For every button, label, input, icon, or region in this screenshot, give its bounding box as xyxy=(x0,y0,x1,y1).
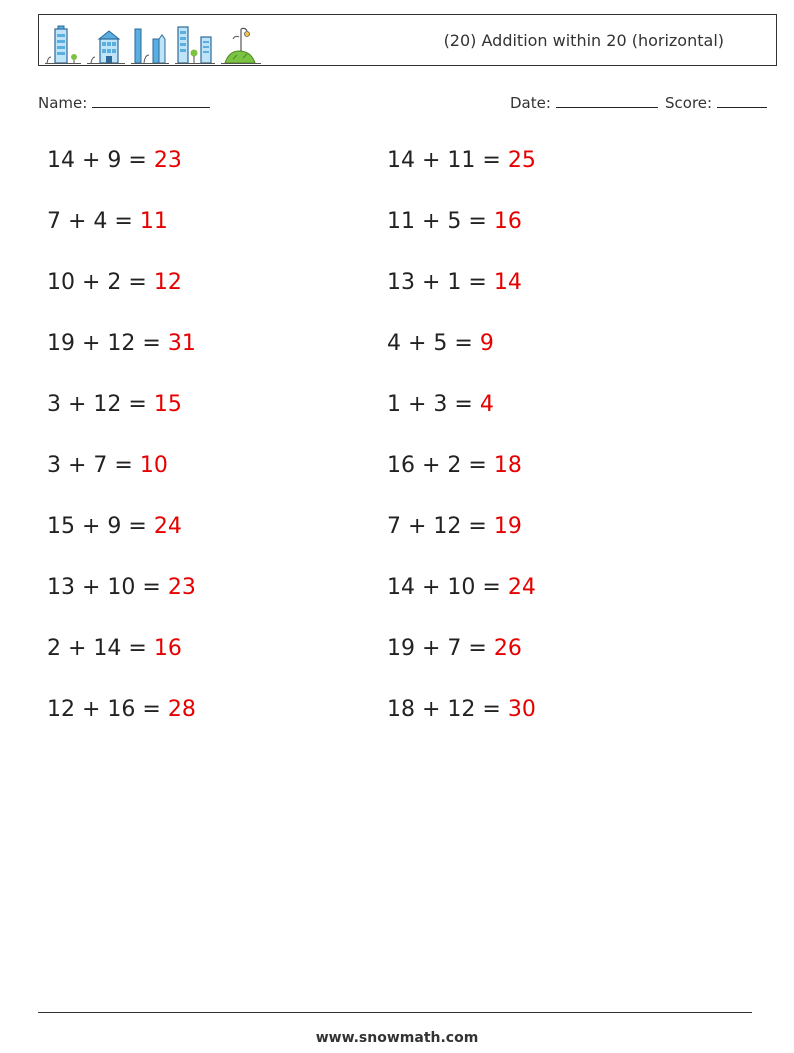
building-icon xyxy=(45,25,81,65)
park-lamp-icon xyxy=(221,25,261,65)
header-icons xyxy=(45,23,261,65)
answer: 23 xyxy=(153,148,182,173)
answer: 18 xyxy=(493,453,522,478)
answer: 9 xyxy=(479,331,494,356)
house-icon xyxy=(87,25,125,65)
problem-right-10: 18 + 12 = 30 xyxy=(387,697,536,722)
answer: 15 xyxy=(153,392,182,417)
problem-left-6: 3 + 7 = 10 xyxy=(47,453,168,478)
problem-right-1: 14 + 11 = 25 xyxy=(387,148,536,173)
name-label: Name: xyxy=(38,94,88,112)
name-blank[interactable] xyxy=(92,93,210,108)
skyscrapers-icon xyxy=(131,25,169,65)
date-field xyxy=(510,93,658,112)
answer: 26 xyxy=(493,636,522,661)
footer-url[interactable]: www.snowmath.com xyxy=(315,1030,479,1046)
worksheet-header xyxy=(38,14,777,66)
problem-left-5: 3 + 12 = 15 xyxy=(47,392,182,417)
problem-left-1: 14 + 9 = 23 xyxy=(47,148,182,173)
answer: 12 xyxy=(153,270,182,295)
problem-left-3: 10 + 2 = 12 xyxy=(47,270,182,295)
problem-left-10: 12 + 16 = 28 xyxy=(47,697,196,722)
answer: 30 xyxy=(507,697,536,722)
problem-left-7: 15 + 9 = 24 xyxy=(47,514,182,539)
problem-right-4: 4 + 5 = 9 xyxy=(387,331,494,356)
problem-right-2: 11 + 5 = 16 xyxy=(387,209,522,234)
answer: 25 xyxy=(507,148,536,173)
problem-right-7: 7 + 12 = 19 xyxy=(387,514,522,539)
towers-icon xyxy=(175,25,215,65)
date-blank[interactable] xyxy=(556,93,658,108)
problem-right-6: 16 + 2 = 18 xyxy=(387,453,522,478)
problem-right-5: 1 + 3 = 4 xyxy=(387,392,494,417)
worksheet-title: (20) Addition within 20 (horizontal) xyxy=(443,31,724,50)
answer: 14 xyxy=(493,270,522,295)
answer: 28 xyxy=(167,697,196,722)
score-label: Score: xyxy=(665,94,713,112)
problem-left-4: 19 + 12 = 31 xyxy=(47,331,196,356)
name-field xyxy=(38,93,210,112)
answer: 11 xyxy=(139,209,168,234)
problem-right-8: 14 + 10 = 24 xyxy=(387,575,536,600)
answer: 24 xyxy=(507,575,536,600)
answer: 16 xyxy=(153,636,182,661)
problem-right-9: 19 + 7 = 26 xyxy=(387,636,522,661)
answer: 31 xyxy=(167,331,196,356)
answer: 19 xyxy=(493,514,522,539)
answer: 4 xyxy=(479,392,494,417)
problem-left-2: 7 + 4 = 11 xyxy=(47,209,168,234)
answer: 10 xyxy=(139,453,168,478)
date-label: Date: xyxy=(510,94,551,112)
score-field xyxy=(665,93,767,112)
problem-left-9: 2 + 14 = 16 xyxy=(47,636,182,661)
problem-right-3: 13 + 1 = 14 xyxy=(387,270,522,295)
problem-left-8: 13 + 10 = 23 xyxy=(47,575,196,600)
score-blank[interactable] xyxy=(717,93,767,108)
answer: 23 xyxy=(167,575,196,600)
footer-divider xyxy=(38,1012,752,1013)
answer: 24 xyxy=(153,514,182,539)
answer: 16 xyxy=(493,209,522,234)
